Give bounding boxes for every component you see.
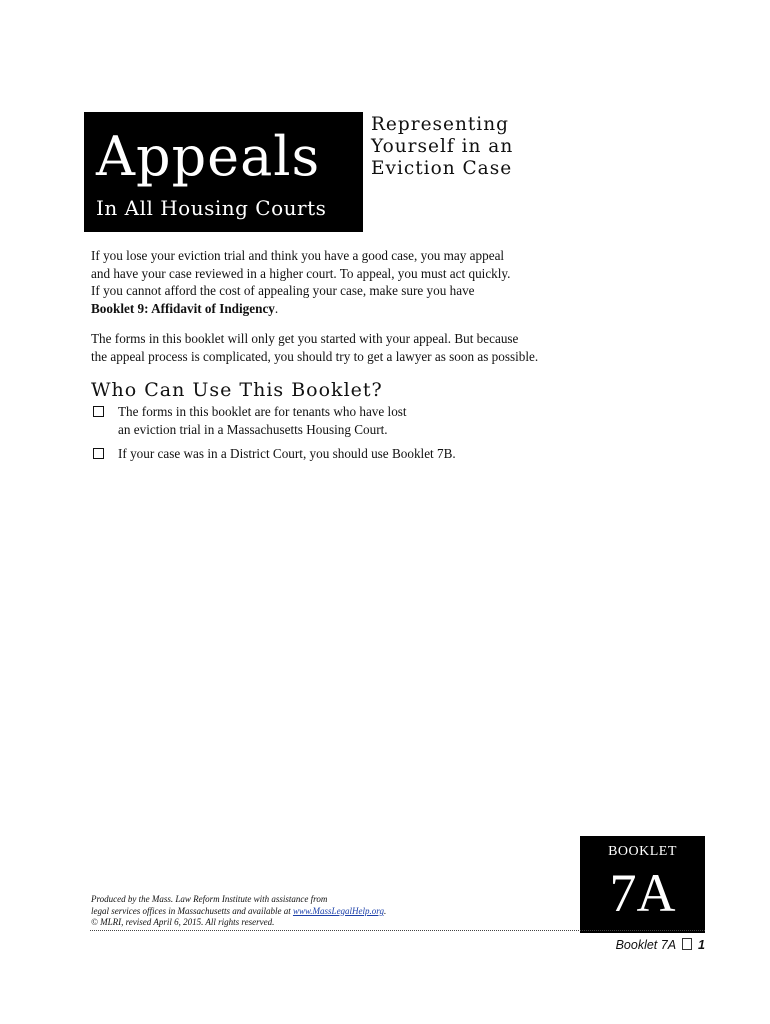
credit-line-end: . bbox=[383, 905, 387, 916]
title-subheading: In All Housing Courts bbox=[96, 196, 327, 220]
booklet-label: BOOKLET bbox=[608, 844, 677, 859]
booklet-number: 7A bbox=[609, 863, 676, 923]
intro-paragraph bbox=[91, 247, 621, 317]
subtitle bbox=[371, 114, 513, 180]
copyright-line: © MLRI, revised April 6, 2015. All rights reserved. bbox=[91, 917, 275, 927]
list-item-text: an eviction trial in a Massachusetts Housing Court. bbox=[118, 421, 388, 437]
intro-line: and have your case reviewed in a higher court. To appeal, you must act quickly. bbox=[91, 265, 511, 281]
section-heading: Who Can Use This Booklet? bbox=[91, 379, 383, 401]
page-title: Appeals bbox=[96, 125, 321, 188]
advice-line: the appeal process is complicated, you should try to get a lawyer as soon as possible. bbox=[91, 348, 539, 364]
subtitle-line: Eviction Case bbox=[371, 158, 513, 179]
advice-paragraph bbox=[91, 330, 621, 365]
list-item-text: The forms in this booklet are for tenants who have lost bbox=[118, 404, 407, 419]
page-footer bbox=[616, 938, 705, 952]
footer-divider bbox=[90, 930, 705, 931]
checkbox-icon bbox=[93, 448, 104, 459]
checkbox-icon bbox=[93, 406, 104, 417]
intro-line: If you lose your eviction trial and think you have a good case, you may appeal bbox=[91, 248, 505, 263]
website-link[interactable]: www.MassLegalHelp.org bbox=[292, 905, 384, 916]
booklet-reference: Booklet 9: Affidavit of Indigency bbox=[91, 300, 275, 316]
intro-line-end: . bbox=[274, 300, 279, 316]
subtitle-line: Representing bbox=[371, 114, 509, 135]
intro-line: If you cannot afford the cost of appealing your case, make sure you have bbox=[91, 283, 475, 299]
booklet-badge bbox=[580, 836, 705, 933]
subtitle-line: Yourself in an bbox=[371, 136, 514, 157]
advice-line: The forms in this booklet will only get you started with your appeal. But because bbox=[91, 331, 519, 346]
title-block bbox=[84, 112, 363, 232]
credit-line: legal services offices in Massachusetts and available at bbox=[91, 905, 293, 916]
list-item-text: If your case was in a District Court, you should use Booklet 7B. bbox=[118, 446, 456, 461]
credit-text bbox=[91, 894, 386, 929]
footer-booklet-label: Booklet 7A bbox=[615, 938, 677, 952]
separator-icon bbox=[682, 938, 692, 950]
page-number: 1 bbox=[698, 938, 705, 952]
credit-line: Produced by the Mass. Law Reform Institute with assistance from bbox=[91, 894, 328, 904]
